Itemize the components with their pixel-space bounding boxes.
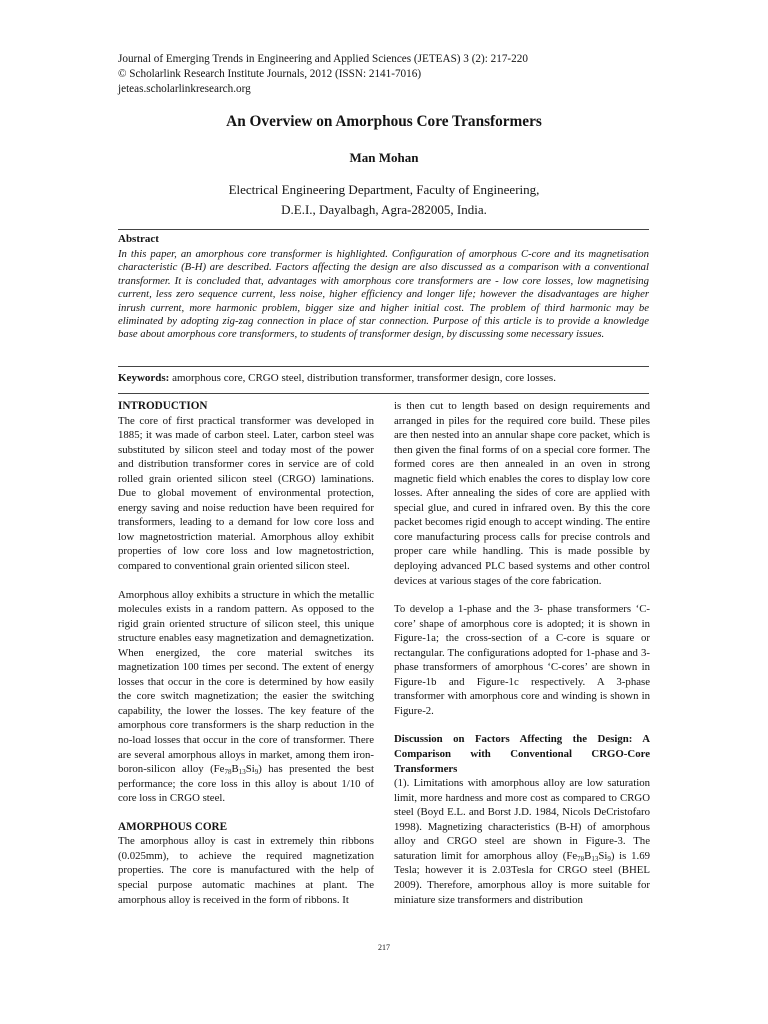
divider-abstract bbox=[118, 366, 649, 367]
abstract-heading: Abstract bbox=[118, 233, 159, 245]
abstract-text: In this paper, an amorphous core transformer is highlighted. Configuration of amorphous C-core and its magnetisation characteristic (B-H) are described. Factors affecting the design are also discussed as a comparison with a conventional transformer. It is concluded that, advantages with amorphous core transformers are - low core losses, low magnetising current, less zero sequence current, less noise, higher efficiency and longer life; however the disadvantages are higher inrush current, more harmonic problem, bigger size and higher initial cost. The problem of third harmonic may be eliminated by adopting zig-zag connection in place of star connection. Purpose of this article is to provide a knowledge base about amorphous core transformers, to students of transformer design, by discussing some necessary issues. bbox=[118, 248, 649, 341]
right-paragraph-3: (1). Limitations with amorphous alloy are low saturation limit, more hardness and more cost as compared to CRGO steel (Boyd E.L. and Borst J.D. 1984, Nicols DeCristofaro 1998). Magnetizing characteristics (B-H) of amorphous alloy and CRGO steel are shown in Figure-3. The saturation limit for amorphous alloy $(Fe_{78}B_{13}Si_9)$ is 1.69 Tesla; however it is 2.03Tesla for CRGO steel (BHEL 2009). Therefore, amorphous alloy is more suitable for miniature size transformers and distribution bbox=[394, 777, 650, 906]
affiliation-line-1: Electrical Engineering Department, Faculty of Engineering, bbox=[228, 182, 540, 197]
divider-top bbox=[118, 229, 649, 230]
affiliation-line-2: D.E.I., Dayalbagh, Agra-282005, India. bbox=[281, 202, 487, 217]
journal-website: jeteas.scholarlinkresearch.org bbox=[118, 83, 251, 95]
intro-paragraph-2: Amorphous alloy exhibits a structure in which the metallic molecules exists in a random pattern. As opposed to the rigid grain oriented structure of silicon steel, this unique structure enables easy magnetization and demagnetization. When energized, the core material switches its magnetization 100 times per second. The extent of energy losses that occur in the core is determined by how easily the core switch magnetization; the easier the switching capability, the lower the losses. The key feature of the amorphous core transformers is the sharp reduction in the no-load losses that occur in the core of transformer. There are several amorphous alloys in market, among them iron-boron-silicon alloy $(Fe_{78}B_{13}Si_9)$ has presented the best performance; the core loss in this alloy is about 1/10 of core loss in CRGO steel. bbox=[118, 588, 374, 805]
keywords-label: Keywords: bbox=[118, 372, 170, 384]
copyright-line: © Scholarlink Research Institute Journals, 2012 (ISSN: 2141-7016) bbox=[118, 68, 422, 80]
discussion-heading: Discussion on Factors Affecting the Design: A Comparison with Conventional CRGO-Core Transformers bbox=[394, 733, 650, 775]
amorphous-core-heading: AMORPHOUS CORE bbox=[118, 820, 228, 833]
left-column bbox=[118, 399, 374, 921]
right-column bbox=[394, 399, 650, 921]
paper-title: An Overview on Amorphous Core Transformers bbox=[226, 113, 542, 130]
journal-header bbox=[118, 52, 528, 97]
intro-paragraph-1: The core of first practical transformer was developed in 1885; it was made of carbon steel. Later, carbon steel was substituted by silicon steel and today most of the power and distribution transformer cores in service are of cold rolled grain oriented silicon steel (CRGO) laminations. Due to global movement of environmental protection, energy saving and noise reduction have been required for transformers, leading to a demand for low core loss and low magnetostriction material. Amorphous alloy exhibit properties of low core loss and low magnetostriction, compared to conventional grain oriented silicon steel. bbox=[118, 414, 374, 573]
author-name: Man Mohan bbox=[349, 150, 419, 165]
right-paragraph-1: is then cut to length based on design requirements and arranged in piles for the required core build. These piles are then nested into an annular shape core packet, which is then given the final forms of on a special core former. The formed cores are then annealed in an oven in strong magnetic field which enables the cores to display low core losses. After annealing the sides of core are applied with special glue, and cured in infrared oven. By this the core packet becomes rigid enough to accept winding. The entire core manufacturing process calls for precise controls and proper care while handling. This is made possible by deploying advanced PLC based systems and other control devices at various stages of the core fabrication. bbox=[394, 400, 650, 587]
introduction-heading: INTRODUCTION bbox=[118, 400, 208, 412]
amorphous-paragraph-1: The amorphous alloy is cast in extremely thin ribbons (0.025mm), to achieve the required magnetization properties. The core is manufactured with the help of special purpose automatic machines at plant. The amorphous alloy is received in the form of ribbons. It bbox=[118, 835, 374, 906]
page-number: 217 bbox=[378, 943, 390, 952]
divider-keywords bbox=[118, 393, 649, 394]
keywords-text: amorphous core, CRGO steel, distribution transformer, transformer design, core losses. bbox=[169, 372, 556, 384]
journal-line: Journal of Emerging Trends in Engineering and Applied Sciences (JETEAS) 3 (2): 217-220 bbox=[118, 53, 528, 65]
affiliation bbox=[0, 180, 768, 220]
keywords bbox=[118, 372, 658, 384]
right-paragraph-2: To develop a 1-phase and the 3- phase transformers ‘C-core’ shape of amorphous core is adopted; it is shown in Figure-1a; the cross-section of a C-core is square or rectangular. The configurations adopted for 1-phase and 3-phase transformers of amorphous ‘C-cores’ are shown in Figure-1b and Figure-1c respectively. A 3-phase transformer with amorphous core and winding is shown in Figure-2. bbox=[394, 603, 650, 717]
